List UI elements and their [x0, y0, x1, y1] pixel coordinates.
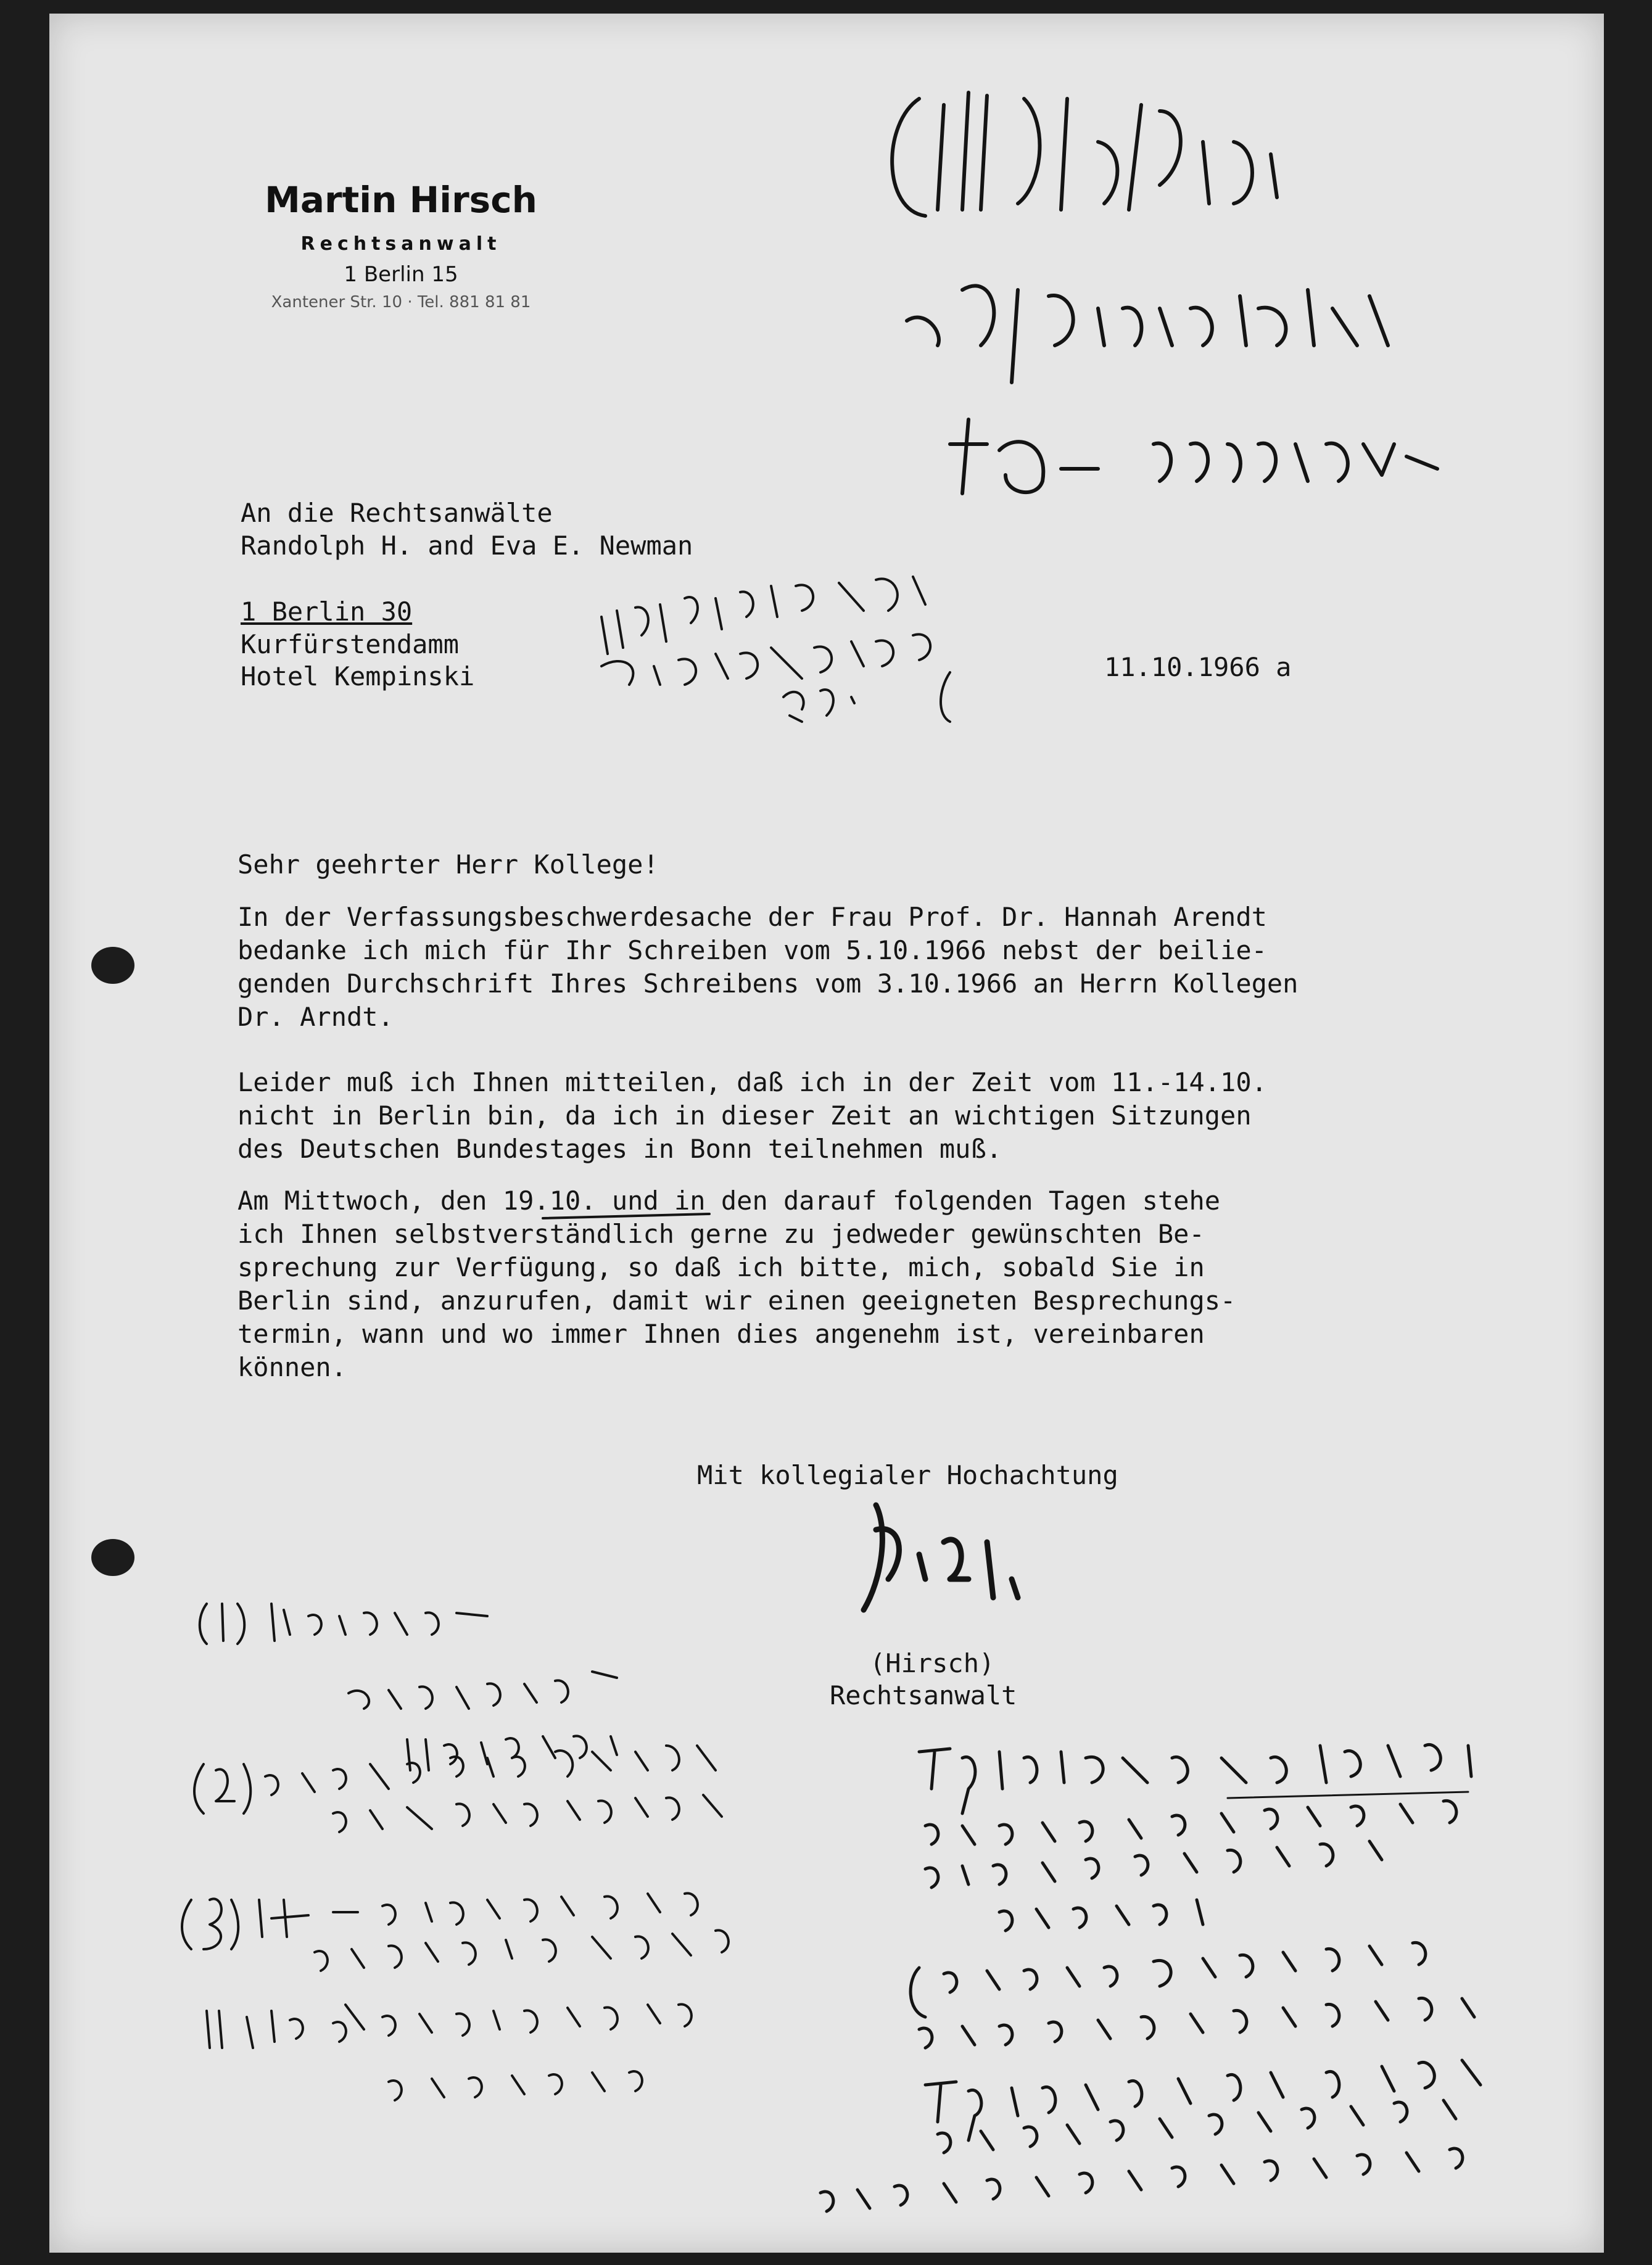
salutation: Sehr geehrter Herr Kollege! [237, 849, 659, 880]
letterhead-address: Xantener Str. 10 · Tel. 881 81 81 [271, 293, 531, 311]
handwriting-middle-note [601, 577, 950, 722]
letter-date: 11.10.1966 a [1104, 652, 1292, 682]
text-line: termin, wann und wo immer Ihnen dies angenehm ist, vereinbaren [237, 1319, 1205, 1349]
text-line: nicht in Berlin bin, da ich in dieser Zeit an wichtigen Sitzungen [237, 1100, 1252, 1131]
text-line: können. [237, 1352, 347, 1382]
recipient-line: Hotel Kempinski [241, 661, 475, 691]
handwriting-bottom-right [820, 1744, 1481, 2211]
text-line: Am Mittwoch, den 19.10. und in den darauf folgenden Tagen stehe [237, 1186, 1221, 1216]
handwriting-top-right [892, 93, 1437, 493]
signature [864, 1505, 1018, 1610]
handwriting-bottom-left [182, 1604, 729, 2100]
recipient-line: 1 Berlin 30 [241, 596, 413, 627]
text-line: Leider muß ich Ihnen mitteilen, daß ich in der Zeit vom 11.-14.10. [237, 1067, 1267, 1097]
text-line: des Deutschen Bundestages in Bonn teilnehmen muß. [237, 1134, 1002, 1164]
text-line: ich Ihnen selbstverständlich gerne zu jedweder gewünschten Be- [237, 1219, 1205, 1249]
signer-title: Rechtsanwalt [830, 1680, 1017, 1710]
letterhead-city: 1 Berlin 15 [344, 262, 458, 287]
recipient-line: An die Rechtsanwälte [241, 498, 553, 528]
text-line: sprechung zur Verfügung, so daß ich bitte, mich, sobald Sie in [237, 1252, 1205, 1282]
letterhead-title: Rechtsanwalt [300, 233, 502, 255]
text-line: In der Verfassungsbeschwerdesache der Frau Prof. Dr. Hannah Arendt [237, 902, 1267, 932]
text-line: Dr. Arndt. [237, 1002, 394, 1032]
text-line: genden Durchschrift Ihres Schreibens vom 3.10.1966 an Herrn Kollegen [237, 968, 1299, 999]
signer-name: (Hirsch) [870, 1648, 995, 1678]
recipient-line: Kurfürstendamm [241, 629, 460, 659]
recipient-line: Randolph H. and Eva E. Newman [241, 530, 693, 561]
closing: Mit kollegialer Hochachtung [697, 1460, 1118, 1490]
text-line: Berlin sind, anzurufen, damit wir einen geeigneten Besprechungs- [237, 1285, 1236, 1316]
text-line: bedanke ich mich für Ihr Schreiben vom 5.10.1966 nebst der beilie- [237, 935, 1267, 965]
letterhead-name: Martin Hirsch [265, 179, 537, 221]
